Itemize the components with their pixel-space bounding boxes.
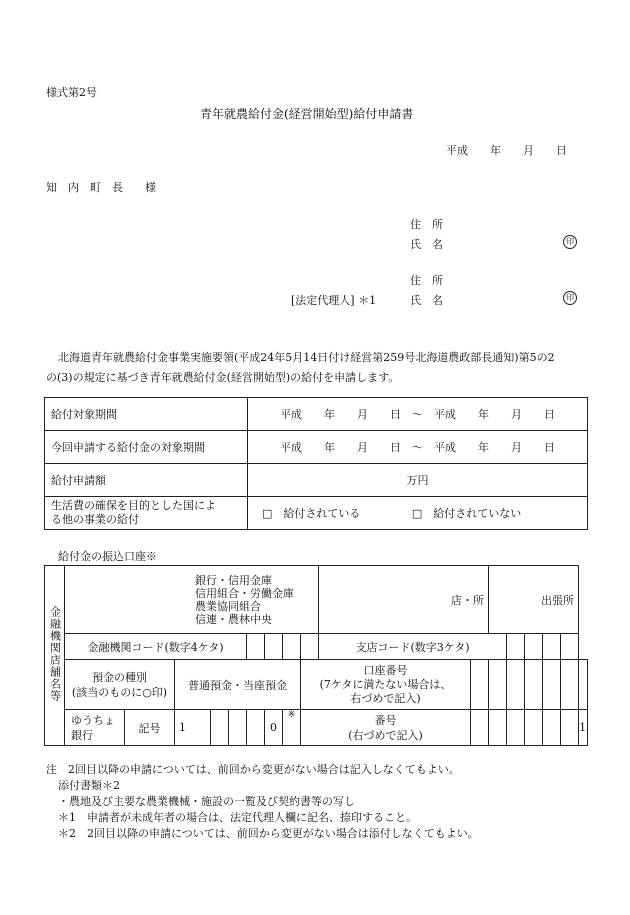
legal-rep-address-label: 住 所 — [410, 274, 443, 287]
period-label: 給付対象期間 — [45, 398, 248, 431]
number-digit[interactable] — [561, 710, 579, 746]
note-4: ＊1 申請者が未成年者の場合は、法定代理人欄に記名、捺印すること。 — [58, 811, 417, 824]
yucho-label-2: 銀行 — [71, 728, 93, 742]
note-2: 添付書類＊2 — [58, 779, 120, 792]
symbol-label: 記号 — [125, 710, 175, 746]
amount-value[interactable]: 万円 — [248, 464, 588, 497]
number-label-cell — [301, 710, 471, 746]
sub-branch-label: 出張所 — [541, 593, 575, 607]
acct-digit[interactable] — [525, 660, 543, 710]
inst-code-digit[interactable] — [283, 634, 301, 660]
deposit-type-label: 預金の種別 — [92, 670, 147, 684]
amount-label: 給付申請額 — [45, 464, 248, 497]
symbol-digit[interactable] — [229, 710, 247, 746]
acct-digit[interactable] — [561, 660, 579, 710]
current-period-label: 今回申請する給付金の対象期間 — [45, 431, 248, 464]
body-text-line1: 北海道青年就農給付金事業実施要領(平成24年5月14日付け経営第259号北海道農政部長通知)第5の2 — [58, 351, 555, 364]
applicant-name-label: 氏 名 — [410, 238, 443, 251]
yucho-label-1: ゆうちょ — [71, 713, 115, 727]
inst-code-digit[interactable] — [247, 634, 265, 660]
symbol-digit-last[interactable]: 0 — [265, 710, 283, 746]
applicant-seal-icon: 印 — [563, 235, 577, 249]
addressee: 知 内 町 長 様 — [46, 181, 156, 194]
branch-cell[interactable] — [319, 566, 489, 634]
inst-code-digit[interactable] — [301, 634, 319, 660]
table-row — [45, 660, 588, 710]
branch-label: 店・所 — [451, 593, 485, 607]
number-digit-last[interactable]: 1 — [579, 710, 588, 746]
number-digit[interactable] — [525, 710, 543, 746]
acct-digit[interactable] — [579, 660, 588, 710]
branch-code-digit[interactable] — [525, 634, 543, 660]
acct-digit[interactable] — [507, 660, 525, 710]
acct-no-cell — [301, 660, 471, 710]
acct-no-hint2: 右づめで記入) — [350, 691, 421, 705]
table-row — [45, 497, 588, 530]
note-1: 注 2回目以降の申請については、前回から変更がない場合は記入しなくてもよい。 — [46, 763, 460, 776]
number-digit[interactable] — [543, 710, 561, 746]
current-period-value[interactable]: 平成 年 月 日 ～ 平成 年 月 日 — [248, 431, 588, 464]
number-digit[interactable] — [471, 710, 489, 746]
number-digit[interactable] — [489, 710, 507, 746]
other-benefit-label-line1: 生活費の確保を目的とした国によ — [51, 499, 216, 512]
blank-cell — [561, 634, 579, 660]
application-table — [44, 397, 588, 530]
form-title: 青年就農給付金(経営開始型)給付申請書 — [200, 107, 414, 121]
option-received[interactable]: □ 給付されている — [262, 507, 361, 520]
acct-digit[interactable] — [543, 660, 561, 710]
inst-code-digit[interactable] — [265, 634, 283, 660]
other-benefit-label — [45, 497, 248, 530]
bank-type-3: 農業協同組合 — [195, 599, 261, 613]
branch-code-label: 支店コード(数字3ケタ) — [319, 634, 507, 660]
acct-digit[interactable] — [489, 660, 507, 710]
bank-type-4: 信連・農林中央 — [195, 612, 272, 626]
bank-name-cell[interactable] — [65, 566, 319, 634]
bank-type-2: 信用組合・労働金庫 — [195, 586, 294, 600]
bank-section-heading: 給付金の振込口座※ — [58, 550, 157, 563]
number-digit[interactable] — [507, 710, 525, 746]
bank-side-label-cell — [45, 566, 65, 746]
deposit-options[interactable]: 普通預金・当座預金 — [175, 660, 301, 710]
form-number: 様式第2号 — [46, 86, 97, 99]
table-row — [45, 398, 588, 431]
note-3: ・農地及び主要な農業機械・施設の一覧及び契約書等の写し — [58, 795, 355, 808]
legal-rep-prefix: [法定代理人] ＊1 — [291, 294, 377, 307]
legal-rep-name-label: 氏 名 — [410, 294, 443, 307]
symbol-digit[interactable] — [247, 710, 265, 746]
table-row — [45, 634, 588, 660]
table-row — [45, 566, 588, 634]
deposit-type-cell — [65, 660, 175, 710]
acct-no-hint1: (7ケタに満たない場合は、 — [319, 677, 452, 691]
sub-branch-cell[interactable] — [489, 566, 579, 634]
other-benefit-options — [248, 497, 588, 530]
acct-no-label: 口座番号 — [363, 663, 408, 677]
period-value[interactable]: 平成 年 月 日 ～ 平成 年 月 日 — [248, 398, 588, 431]
symbol-digit[interactable] — [211, 710, 229, 746]
number-hint: (右づめで記入) — [348, 728, 423, 742]
inst-code-label: 金融機関コード(数字4ケタ) — [65, 634, 247, 660]
symbol-mark: ※ — [283, 710, 301, 746]
table-row — [45, 710, 588, 746]
legal-rep-seal-icon: 印 — [563, 291, 577, 305]
branch-code-digit[interactable] — [507, 634, 525, 660]
table-row — [45, 464, 588, 497]
body-text-line2: の(3)の規定に基づき青年就農給付金(経営開始型)の給付を申請します。 — [46, 371, 400, 384]
option-not-received[interactable]: □ 給付されていない — [411, 507, 522, 520]
bank-type-1: 銀行・信用金庫 — [195, 573, 272, 587]
deposit-type-hint: (該当のものに○印) — [71, 685, 168, 699]
date-line: 平成 年 月 日 — [446, 144, 567, 157]
note-5: ＊2 2回目以降の申請については、前回から変更がない場合は添付しなくてもよい。 — [58, 827, 479, 840]
other-benefit-label-line2: る他の事業の給付 — [51, 513, 139, 526]
acct-digit[interactable] — [471, 660, 489, 710]
bank-side-label: 金融機関店舗名等 — [48, 606, 62, 702]
applicant-address-label: 住 所 — [410, 218, 443, 231]
yucho-cell — [65, 710, 125, 746]
bank-account-table — [44, 565, 588, 746]
symbol-digit-first[interactable]: 1 — [175, 710, 211, 746]
table-row — [45, 431, 588, 464]
branch-code-digit[interactable] — [543, 634, 561, 660]
number-label: 番号 — [374, 713, 397, 727]
